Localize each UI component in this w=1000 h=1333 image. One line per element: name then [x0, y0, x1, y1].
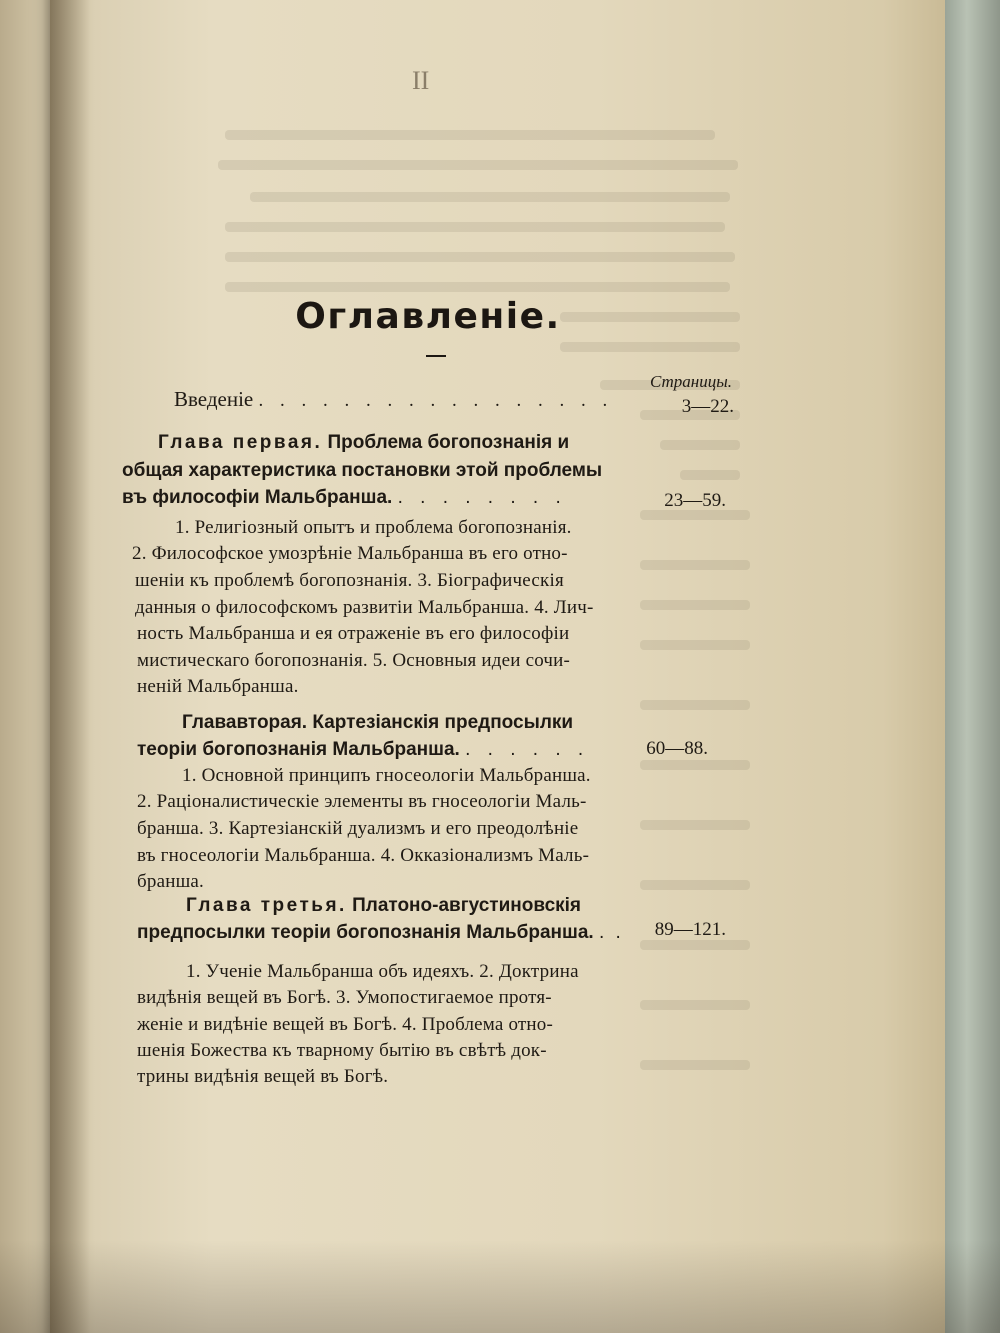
chapter-2-heading-line-1: Глававторая. Картезіанскія предпосылки [182, 712, 574, 733]
chapter-3-body-line: 1. Ученіе Мальбранша объ идеяхъ. 2. Доктрина [186, 961, 579, 982]
chapter-3-body-line: шенія Божества къ тварному бытію въ свѣтѣ док- [137, 1040, 547, 1061]
chapter-3-heading-line-2: предпосылки теоріи богопознанія Мальбранша. . . [137, 922, 624, 943]
chapter-1-lead: Глава первая. [158, 432, 323, 453]
chapter-3-body-line: видѣнія вещей въ Богѣ. 3. Умопостигаемое протя- [137, 987, 552, 1008]
chapter-1-heading-line-2: общая характеристика постановки этой проблемы [122, 460, 603, 481]
pages-column-header: Страницы. [649, 372, 732, 391]
chapter-2-body-line: бранша. [137, 871, 204, 892]
chapter-3-body-line: трины видѣнія вещей въ Богѣ. [137, 1066, 389, 1087]
chapter-1-body-line: ность Мальбранша и ея отраженіе въ его философіи [137, 623, 570, 644]
chapter-1-dots: . . . . . . . . [397, 487, 567, 508]
chapter-2-lead: Глававторая. [182, 712, 308, 733]
chapter-3-lead: Глава третья. [186, 895, 347, 916]
toc-entry-intro [174, 387, 613, 412]
page-title: Оглавленіе. [295, 296, 561, 337]
title-rule [426, 355, 446, 357]
intro-label: Введеніе [174, 387, 254, 411]
chapter-1-body-line: данныя о философскомъ развитіи Мальбранша. 4. Лич- [135, 597, 594, 618]
chapter-3-body-line: женіе и видѣніе вещей въ Богѣ. 4. Проблема отно- [137, 1014, 554, 1035]
chapter-1-heading-line-1: Глава первая. Проблема богопознанія и [158, 432, 570, 453]
chapter-1-heading-line-3: въ философіи Мальбранша. . . . . . . . . [122, 487, 567, 508]
chapter-2-heading-line-2: теоріи богопознанія Мальбранша. . . . . . . [137, 739, 590, 760]
book-cover-edge [945, 0, 1000, 1333]
chapter-2-dots: . . . . . . [465, 739, 590, 760]
chapter-2-body-line: 1. Основной принципъ гносеологіи Мальбранша. [182, 765, 591, 786]
intro-pages: 3—22. [681, 396, 734, 417]
chapter-2-body-line: въ гносеологіи Мальбранша. 4. Окказіонализмъ Маль- [137, 845, 590, 866]
page-number: II [412, 66, 430, 95]
chapter-3-pages: 89—121. [654, 919, 726, 940]
chapter-1-body-line: 2. Философское умозрѣніе Мальбранша въ его отно- [132, 543, 568, 564]
chapter-3-heading-line-1: Глава третья. Платоно-августиновскія [186, 895, 582, 916]
page-gutter-shadow [50, 0, 90, 1333]
chapter-1-body-line: неній Мальбранша. [137, 676, 299, 697]
chapter-1-pages: 23—59. [664, 490, 726, 511]
bottom-shadow [0, 1240, 1000, 1333]
chapter-2-pages: 60—88. [646, 738, 708, 759]
chapter-1-body-line: 1. Религіозный опытъ и проблема богопознанія. [175, 517, 572, 538]
intro-dots: . . . . . . . . . . . . . . . . . [258, 390, 614, 411]
chapter-2-body-line: бранша. 3. Картезіанскій дуализмъ и его преодолѣніе [137, 818, 579, 839]
chapter-3-dots: . . [598, 922, 624, 943]
chapter-1-body-line: мистическаго богопознанія. 5. Основныя идеи сочи- [137, 650, 571, 671]
chapter-1-body-line: шеніи къ проблемѣ богопознанія. 3. Біографическія [135, 570, 564, 591]
chapter-2-body-line: 2. Раціоналистическіе элементы въ гносеологіи Маль- [137, 791, 587, 812]
